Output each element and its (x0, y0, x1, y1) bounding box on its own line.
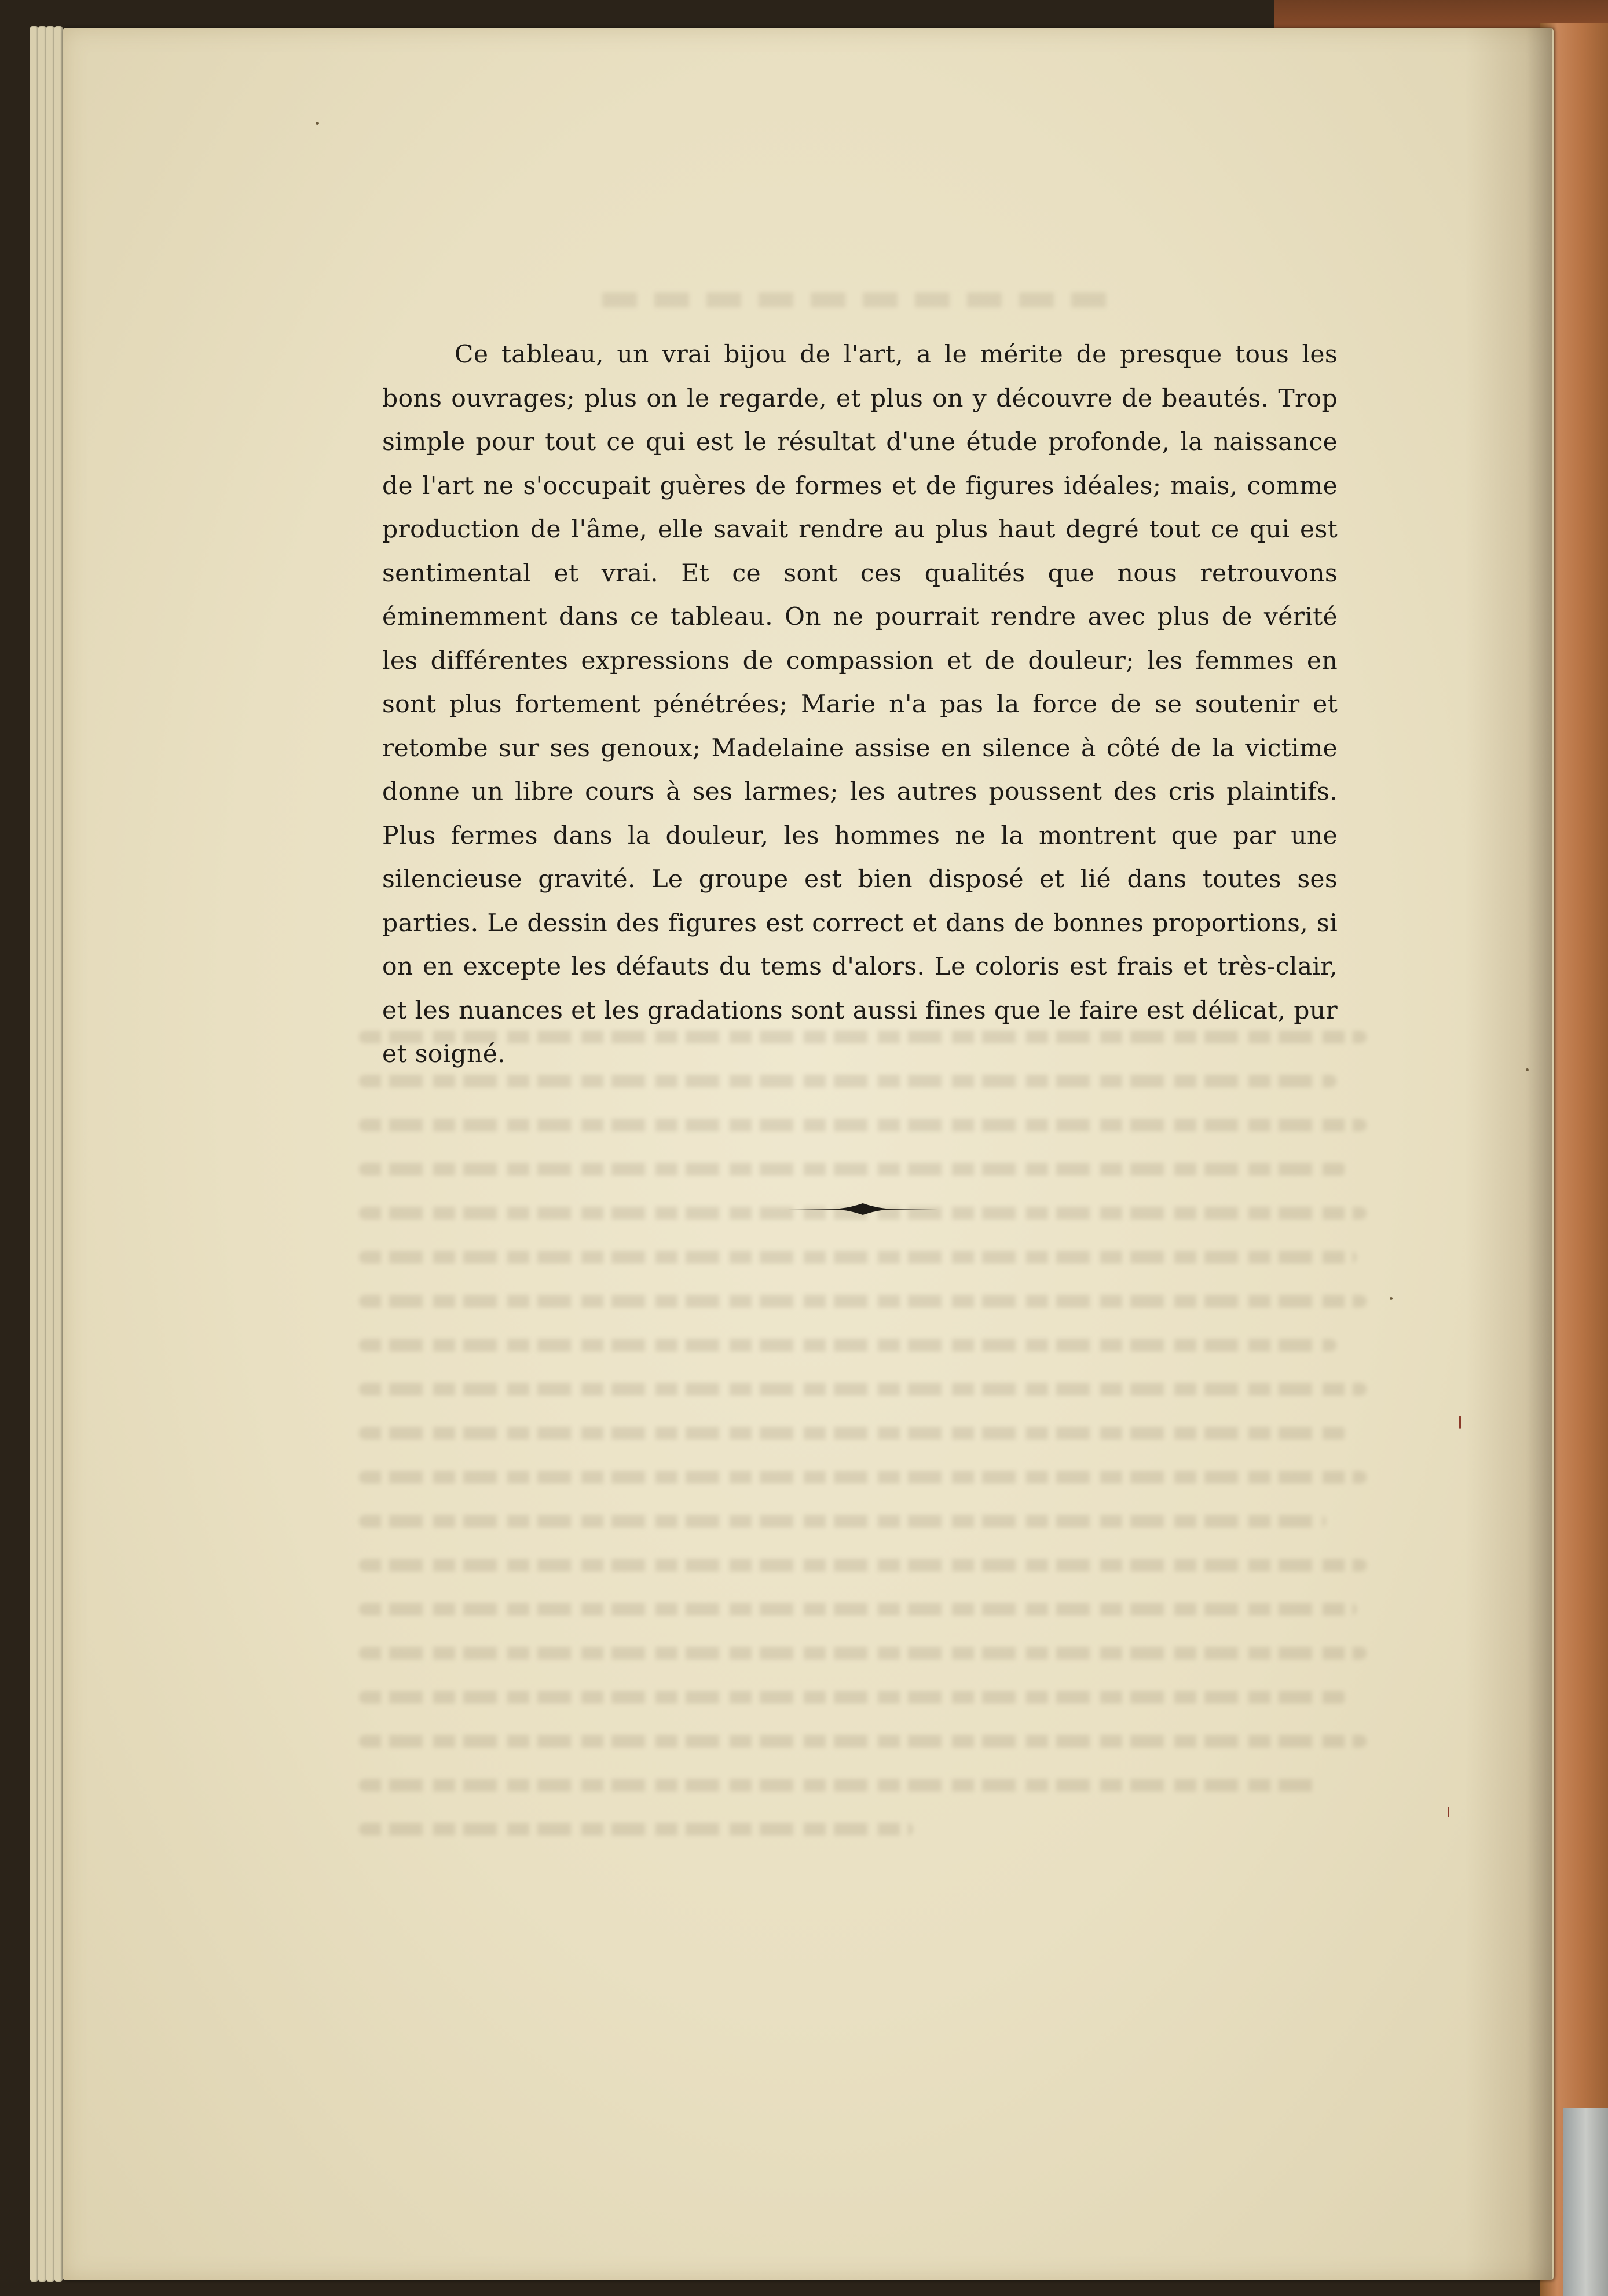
tail-piece-ornament (787, 1198, 938, 1221)
page-edge (54, 26, 63, 2282)
binding-spine-strip (1563, 2108, 1608, 2296)
page-edge (46, 26, 54, 2282)
bleed-through-heading (602, 292, 1123, 307)
paper-speck (316, 122, 319, 125)
paper-mark (1459, 1416, 1461, 1429)
body-paragraph: Ce tableau, un vrai bijou de l'art, a le mérite de presque tous les bons ouvrages; plus on le regarde, et plus on y découvre de beautés. Trop simple pour tout ce qui est le résultat d'une étude profonde, la naissance de l'art ne s'occupait guères de formes et de figures idéales; mais, comme production de l'âme, elle savait rendre au plus haut degré tout ce qui est sentimental et vrai. Et ce sont ces qualités que nous retrouvons éminemment dans ce tableau. On ne pourrait rendre avec plus de vérité les différentes expressions de compassion et de douleur; les femmes en sont plus fortement pénétrées; Marie n'a pas la force de se soutenir et retombe sur ses genoux; Madelaine assise en silence à côté de la victime donne un libre cours à ses larmes; les autres poussent des cris plaintifs. Plus fermes dans la douleur, les hommes ne la montrent que par une silencieuse gravité. Le groupe est bien disposé et lié dans toutes ses parties. Le dessin des figures est correct et dans de bonnes proportions, si on en excepte les défauts du tems d'alors. Le coloris est frais et très-clair, et les nuances et les gradations sont aussi fines que le faire est délicat, pur et soigné. (382, 340, 1338, 1068)
paper-speck (1526, 1068, 1529, 1071)
page-edge (38, 26, 46, 2282)
paper-mark (1448, 1807, 1449, 1817)
page-edge (30, 26, 38, 2282)
paper-speck (1390, 1297, 1393, 1300)
